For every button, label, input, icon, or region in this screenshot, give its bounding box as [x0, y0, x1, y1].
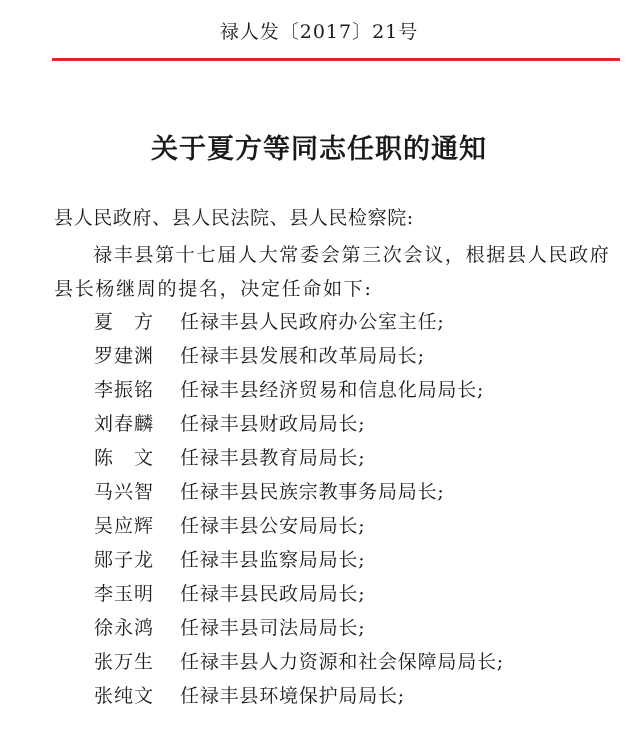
appointee-post: 任禄丰县财政局局长;: [180, 413, 366, 435]
appointee-name: 陈 文: [94, 447, 155, 469]
document-title: 关于夏方等同志任职的通知: [151, 134, 487, 165]
appointment-row: [94, 407, 504, 441]
appointment-row: [94, 373, 504, 407]
appointee-name: 马兴智: [94, 481, 155, 503]
appointee-post: 任禄丰县经济贸易和信息化局局长;: [180, 379, 485, 401]
appointment-row: [94, 577, 504, 611]
appointee-post: 任禄丰县监察局局长;: [180, 549, 366, 571]
appointee-post: 任禄丰县公安局局长;: [180, 515, 366, 537]
appointment-row: [94, 509, 504, 543]
appointment-row: [94, 611, 504, 645]
appointee-post: 任禄丰县民族宗教事务局局长;: [180, 481, 445, 503]
appointee-name: 吴应辉: [94, 515, 155, 537]
body-paragraph: 禄丰县第十七届人大常委会第三次会议，根据县人民政府县长杨继周的提名，决定任命如下:: [54, 244, 611, 300]
appointee-name: 张万生: [94, 651, 155, 673]
appointment-row: [94, 441, 504, 475]
addressee: 县人民政府、县人民法院、县人民检察院:: [54, 207, 414, 229]
appointee-name: 罗建渊: [94, 345, 155, 367]
appointee-name: 刘春麟: [94, 413, 155, 435]
appointee-post: 任禄丰县人力资源和社会保障局局长;: [180, 651, 505, 673]
appointee-name: 李玉明: [94, 583, 155, 605]
appointment-row: [94, 305, 504, 339]
appointee-name: 李振铭: [94, 379, 155, 401]
appointment-list: [94, 305, 504, 713]
appointee-name: 徐永鸿: [94, 617, 155, 639]
document-number: 禄人发〔2017〕21号: [219, 21, 419, 43]
appointment-row: [94, 339, 504, 373]
appointee-name: 张纯文: [94, 685, 155, 707]
red-header-rule: [52, 58, 620, 61]
appointee-post: 任禄丰县人民政府办公室主任;: [180, 311, 445, 333]
appointment-row: [94, 679, 504, 713]
appointee-post: 任禄丰县教育局局长;: [180, 447, 366, 469]
appointee-post: 任禄丰县环境保护局局长;: [180, 685, 406, 707]
appointee-name: 郧子龙: [94, 549, 155, 571]
appointment-row: [94, 543, 504, 577]
appointment-row: [94, 475, 504, 509]
appointee-post: 任禄丰县发展和改革局局长;: [180, 345, 425, 367]
appointee-post: 任禄丰县民政局局长;: [180, 583, 366, 605]
appointee-post: 任禄丰县司法局局长;: [180, 617, 366, 639]
appointee-name: 夏 方: [94, 311, 155, 333]
appointment-row: [94, 645, 504, 679]
